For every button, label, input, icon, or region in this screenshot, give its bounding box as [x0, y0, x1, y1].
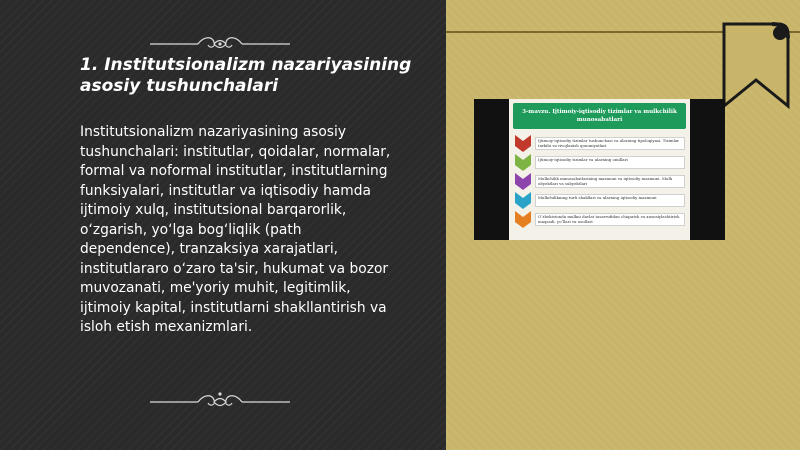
- embedded-slide: [509, 99, 690, 240]
- embedded-slide-row-text: Mulkchilikning turli shakllari va ularning iqtisodiy mazmuni: [535, 194, 685, 207]
- ornament-bottom-icon: [150, 390, 290, 410]
- chevron-down-icon: [515, 192, 531, 209]
- bookmark-icon: [718, 20, 790, 110]
- embedded-slide-row-text: Mulkchilik munosabatlarining mazmuni va iqtisodiy mazmuni. Mulk obyektlari va subyektlari: [535, 175, 685, 188]
- chevron-down-icon: [515, 154, 531, 171]
- embedded-slide-image: [474, 99, 725, 240]
- chevron-fill: [515, 135, 531, 152]
- embedded-slide-row: [515, 211, 686, 228]
- embedded-slide-header: 3-mavzu. Ijtimoiy-iqtisodiy tizimlar va mulkchilik munosabatlari: [513, 103, 686, 129]
- chevron-down-icon: [515, 211, 531, 228]
- embedded-slide-row: [515, 135, 686, 152]
- embedded-slide-row-text: Ijtimoiy-iqtisodiy tizimlar va ularning omillari: [535, 156, 685, 169]
- embedded-slide-row-text: O‘zbekistonda mulkni davlat tasarrufidan chiqarish va xususiylashtirish maqsadi, yo‘llari va usullari: [535, 213, 685, 226]
- embedded-slide-row: [515, 192, 686, 209]
- embedded-slide-row: [515, 173, 686, 190]
- ornament-top-icon: [150, 34, 290, 54]
- embedded-slide-row: [515, 154, 686, 171]
- chevron-down-icon: [515, 135, 531, 152]
- slide-title: 1. Institutsionalizm nazariyasining asosiy tushunchalari: [80, 55, 412, 96]
- slide-body-text: Institutsionalizm nazariyasining asosiy tushunchalari: institutlar, qoidalar, normalar, formal va noformal institutlar, institutlarning funksiyalari, institutlar va iqtisodiy hamda ijtimoiy xulq, institutsional barqarorlik, o‘zgarish, yo‘lga bog‘liqlik (path dependence), tranzaksiya xarajatlari, institutlararo o‘zaro ta'sir, hukumat va bozor muvozanati, me'yoriy muhit, legitimlik, ijtimoiy kapital, institutlarni shakllantirish va isloh etish mexanizmlari.: [80, 124, 391, 335]
- chevron-down-icon: [515, 173, 531, 190]
- embedded-slide-row-text: Ijtimoiy-iqtisodiy tizimlar tushunchasi va ularning tipologiyasi. Tizimlar tarkibi va rivojlanish qonuniyatlari: [535, 137, 685, 150]
